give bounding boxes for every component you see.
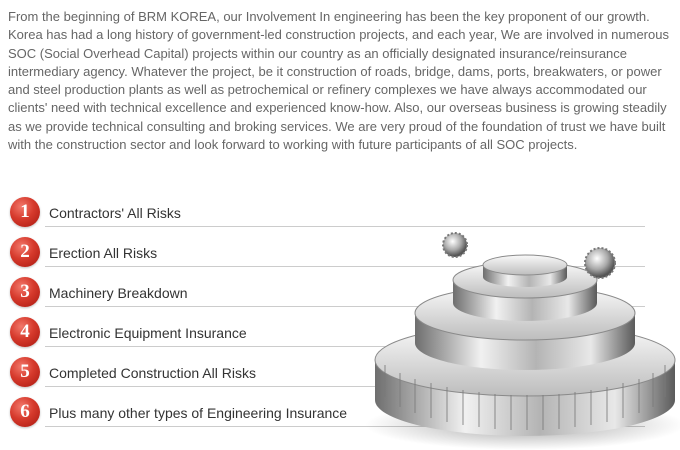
number-badge-6: 6 xyxy=(10,397,40,427)
list-item-label: Contractors' All Risks xyxy=(49,205,181,221)
number-badge-4: 4 xyxy=(10,317,40,347)
number-badge-2: 2 xyxy=(10,237,40,267)
number-badge-1: 1 xyxy=(10,197,40,227)
stacked-gears-illustration xyxy=(355,225,680,450)
list-item-label: Electronic Equipment Insurance xyxy=(49,325,247,341)
list-item-label: Machinery Breakdown xyxy=(49,285,188,301)
floating-gear-small-right xyxy=(585,248,615,278)
intro-paragraph: From the beginning of BRM KOREA, our Involvement In engineering has been the key proponent of our growth. Korea has had a long history of government-led construction projects, and each year, We are involved in numerous SOC (Social Overhead Capital) projects within our country as an officially designated insurance/reinsurance intermediary agency. Whatever the project, be it construction of roads, bridge, dams, ports, breakwaters, or power and steel production plants as well as petrochemical or refinery complexes we have always accommodated our clients' need with technical excellence and experienced know-how. Also, our overseas business is growing steadily as we provide technical consulting and broking services. We are very proud of the foundation of trust we have built with the construction sector and look forward to working with future participants of all SOC projects. xyxy=(8,9,669,153)
list-item-label: Completed Construction All Risks xyxy=(49,365,256,381)
number-badge-5: 5 xyxy=(10,357,40,387)
list-item-label: Erection All Risks xyxy=(49,245,158,261)
list-item-label: Plus many other types of Engineering Insurance xyxy=(49,405,348,421)
number-badge-3: 3 xyxy=(10,277,40,307)
floating-gear-small-left xyxy=(443,233,467,257)
gear-tier-top xyxy=(483,255,567,287)
